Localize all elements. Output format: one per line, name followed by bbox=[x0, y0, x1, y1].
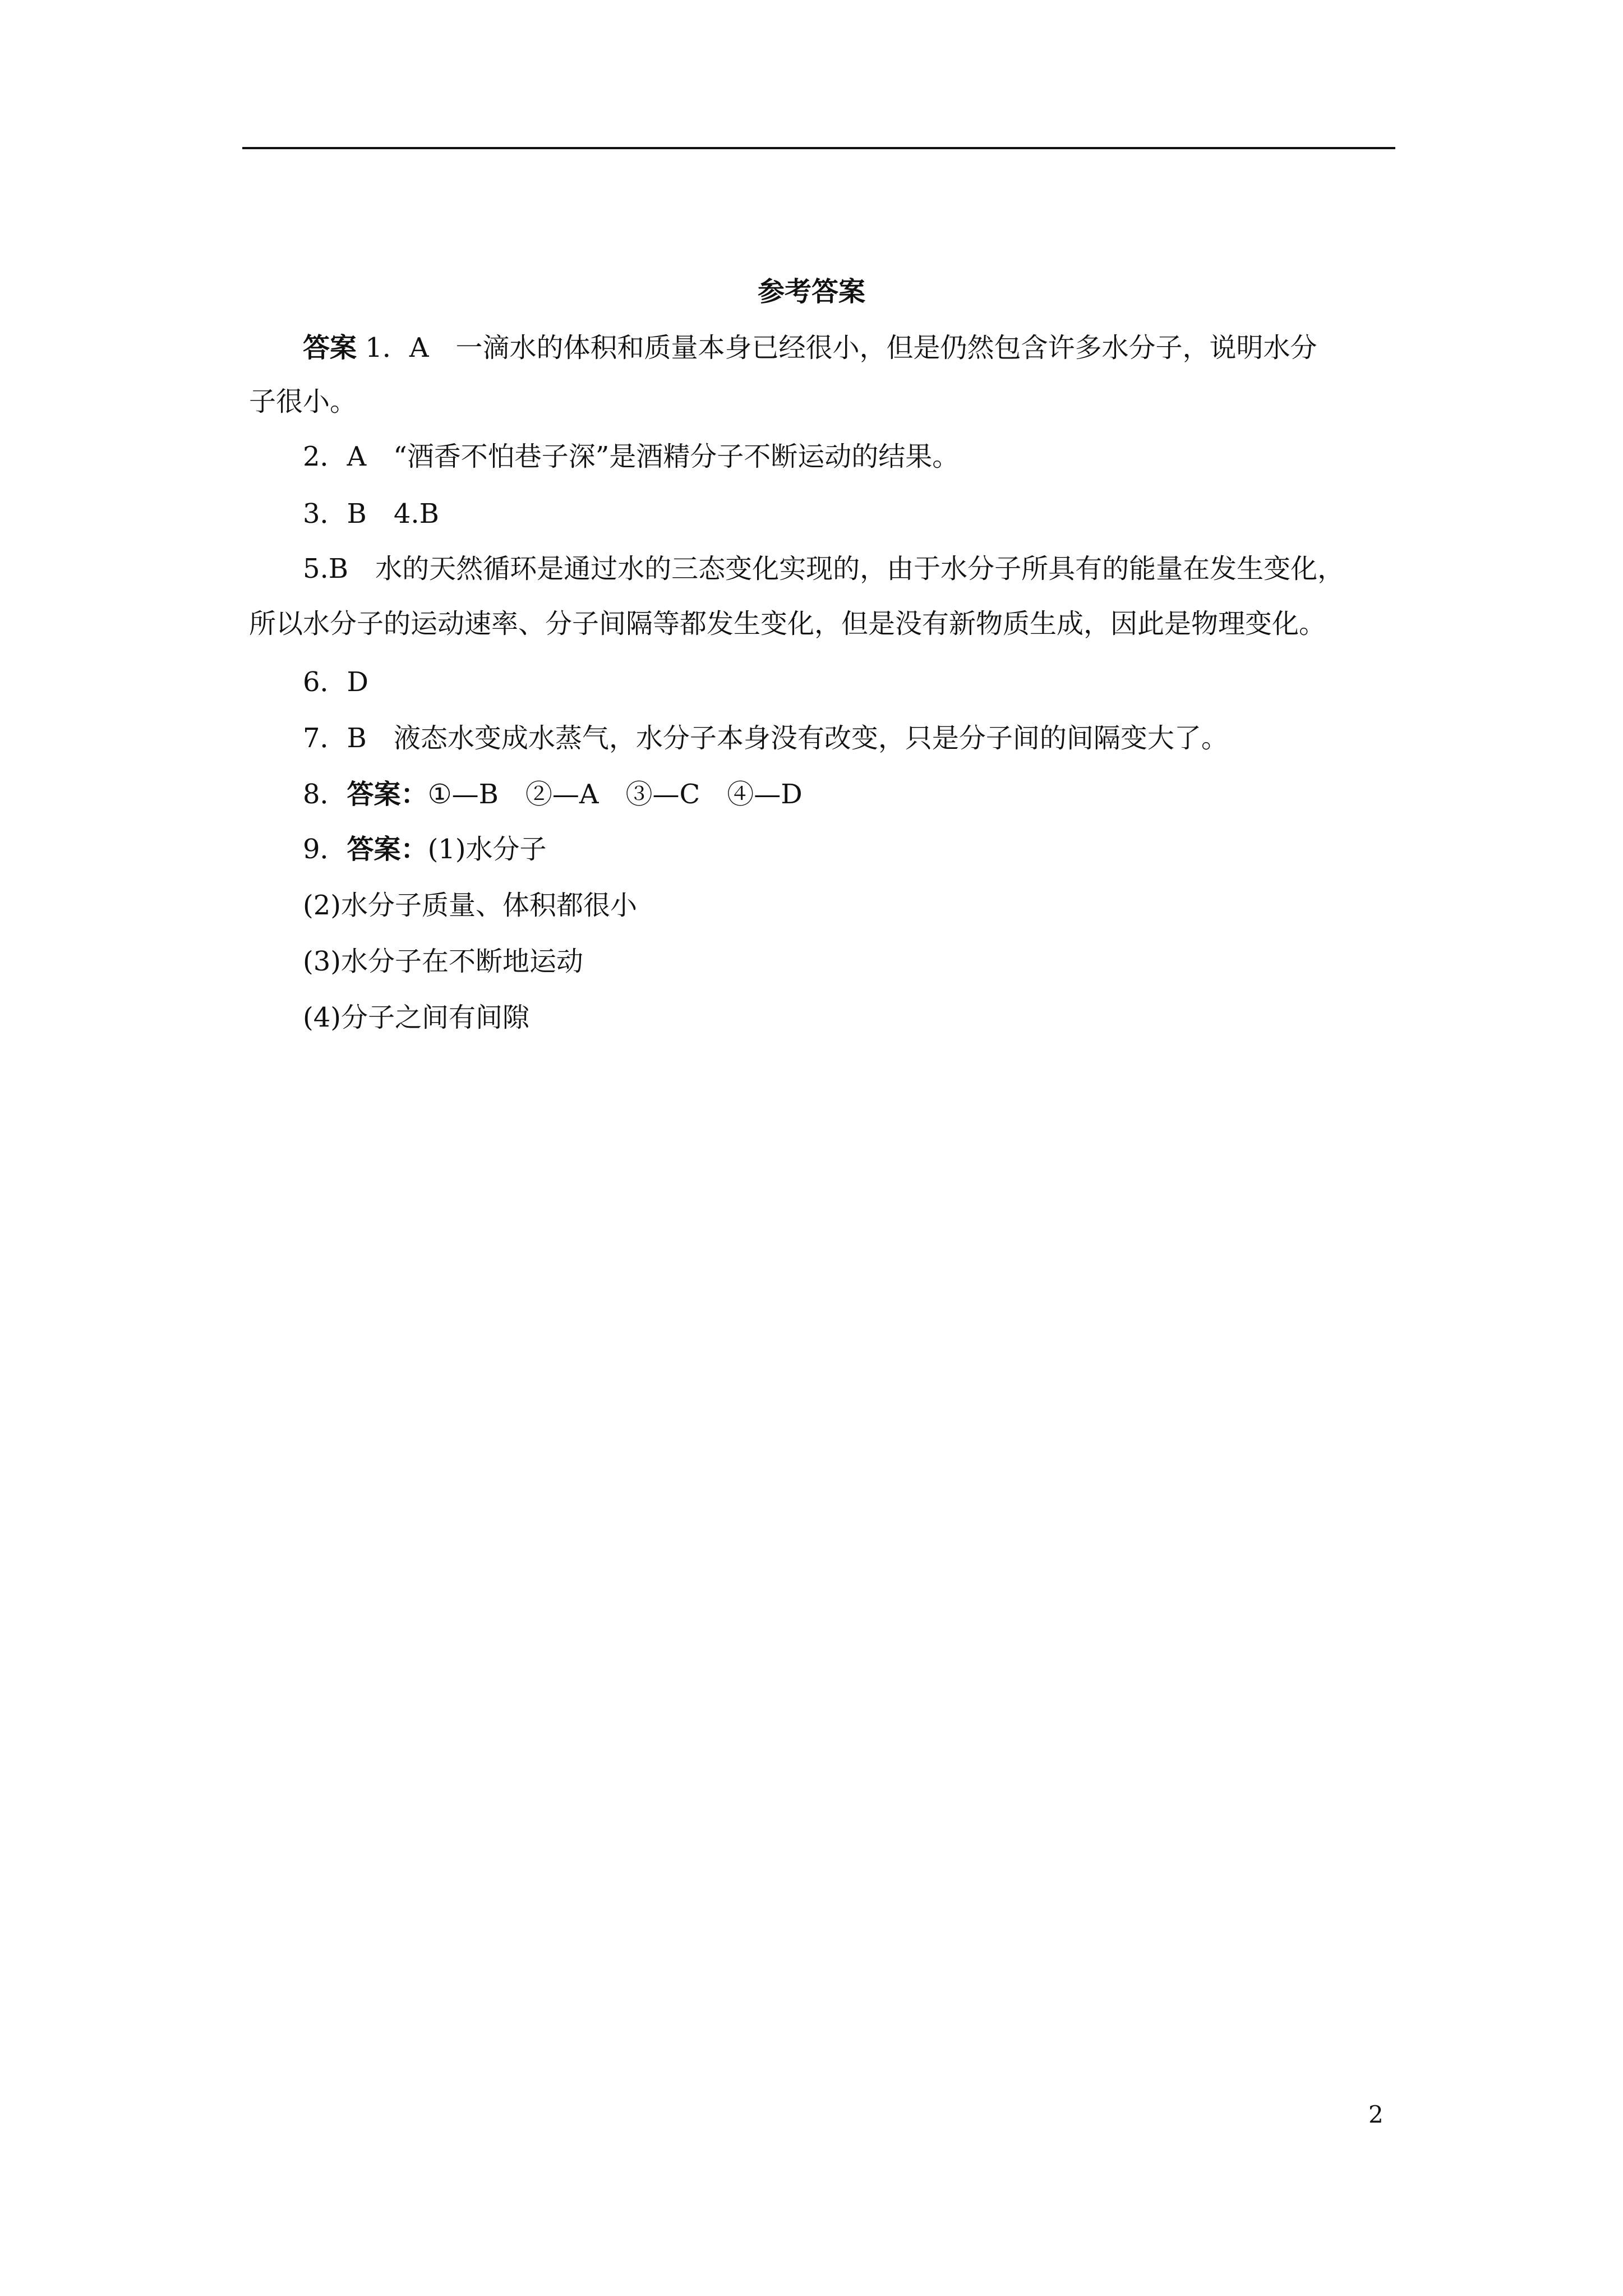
page-number: 2 bbox=[1368, 2101, 1384, 2128]
answer-line-8 bbox=[303, 772, 803, 817]
page-title: 参考答案 bbox=[757, 276, 865, 307]
answer-line-2: 2．A “酒香不怕巷子深”是酒精分子不断运动的结果。 bbox=[303, 441, 960, 472]
answer-label: 答案 bbox=[303, 332, 357, 364]
answer-9-text: (1)水分子 bbox=[427, 834, 547, 865]
answer-line-3: 3．B 4.B bbox=[303, 498, 439, 530]
answer-line-7: 7．B 液态水变成水蒸气，水分子本身没有改变，只是分子间的间隔变大了。 bbox=[303, 723, 1228, 754]
header-rule bbox=[242, 147, 1395, 149]
answer-line-6: 6．D bbox=[303, 666, 369, 698]
answer-8-number: 8． bbox=[303, 779, 347, 810]
answer-8-text: ①—B ②—A ③—C ④—D bbox=[427, 779, 803, 810]
answer-line-9-4: (4)分子之间有间隙 bbox=[303, 1002, 529, 1033]
answer-line-9 bbox=[303, 827, 547, 872]
answer-line-9-3: (3)水分子在不断地运动 bbox=[303, 946, 583, 977]
answer-line-5: 5.B 水的天然循环是通过水的三态变化实现的，由于水分子所具有的能量在发生变化， bbox=[303, 553, 1345, 585]
answer-9-label: 答案： bbox=[347, 834, 428, 865]
answer-8-label: 答案： bbox=[347, 779, 428, 810]
answer-line-1 bbox=[303, 325, 1317, 370]
answer-line-5-continued: 所以水分子的运动速率、分子间隔等都发生变化，但是没有新物质生成，因此是物理变化。 bbox=[249, 608, 1326, 639]
answer-1-text: 1．A 一滴水的体积和质量本身已经很小，但是仍然包含许多水分子，说明水分 bbox=[357, 332, 1317, 364]
answer-line-9-2: (2)水分子质量、体积都很小 bbox=[303, 890, 637, 921]
answer-line-1-continued: 子很小。 bbox=[249, 386, 357, 417]
answer-9-number: 9． bbox=[303, 834, 347, 865]
